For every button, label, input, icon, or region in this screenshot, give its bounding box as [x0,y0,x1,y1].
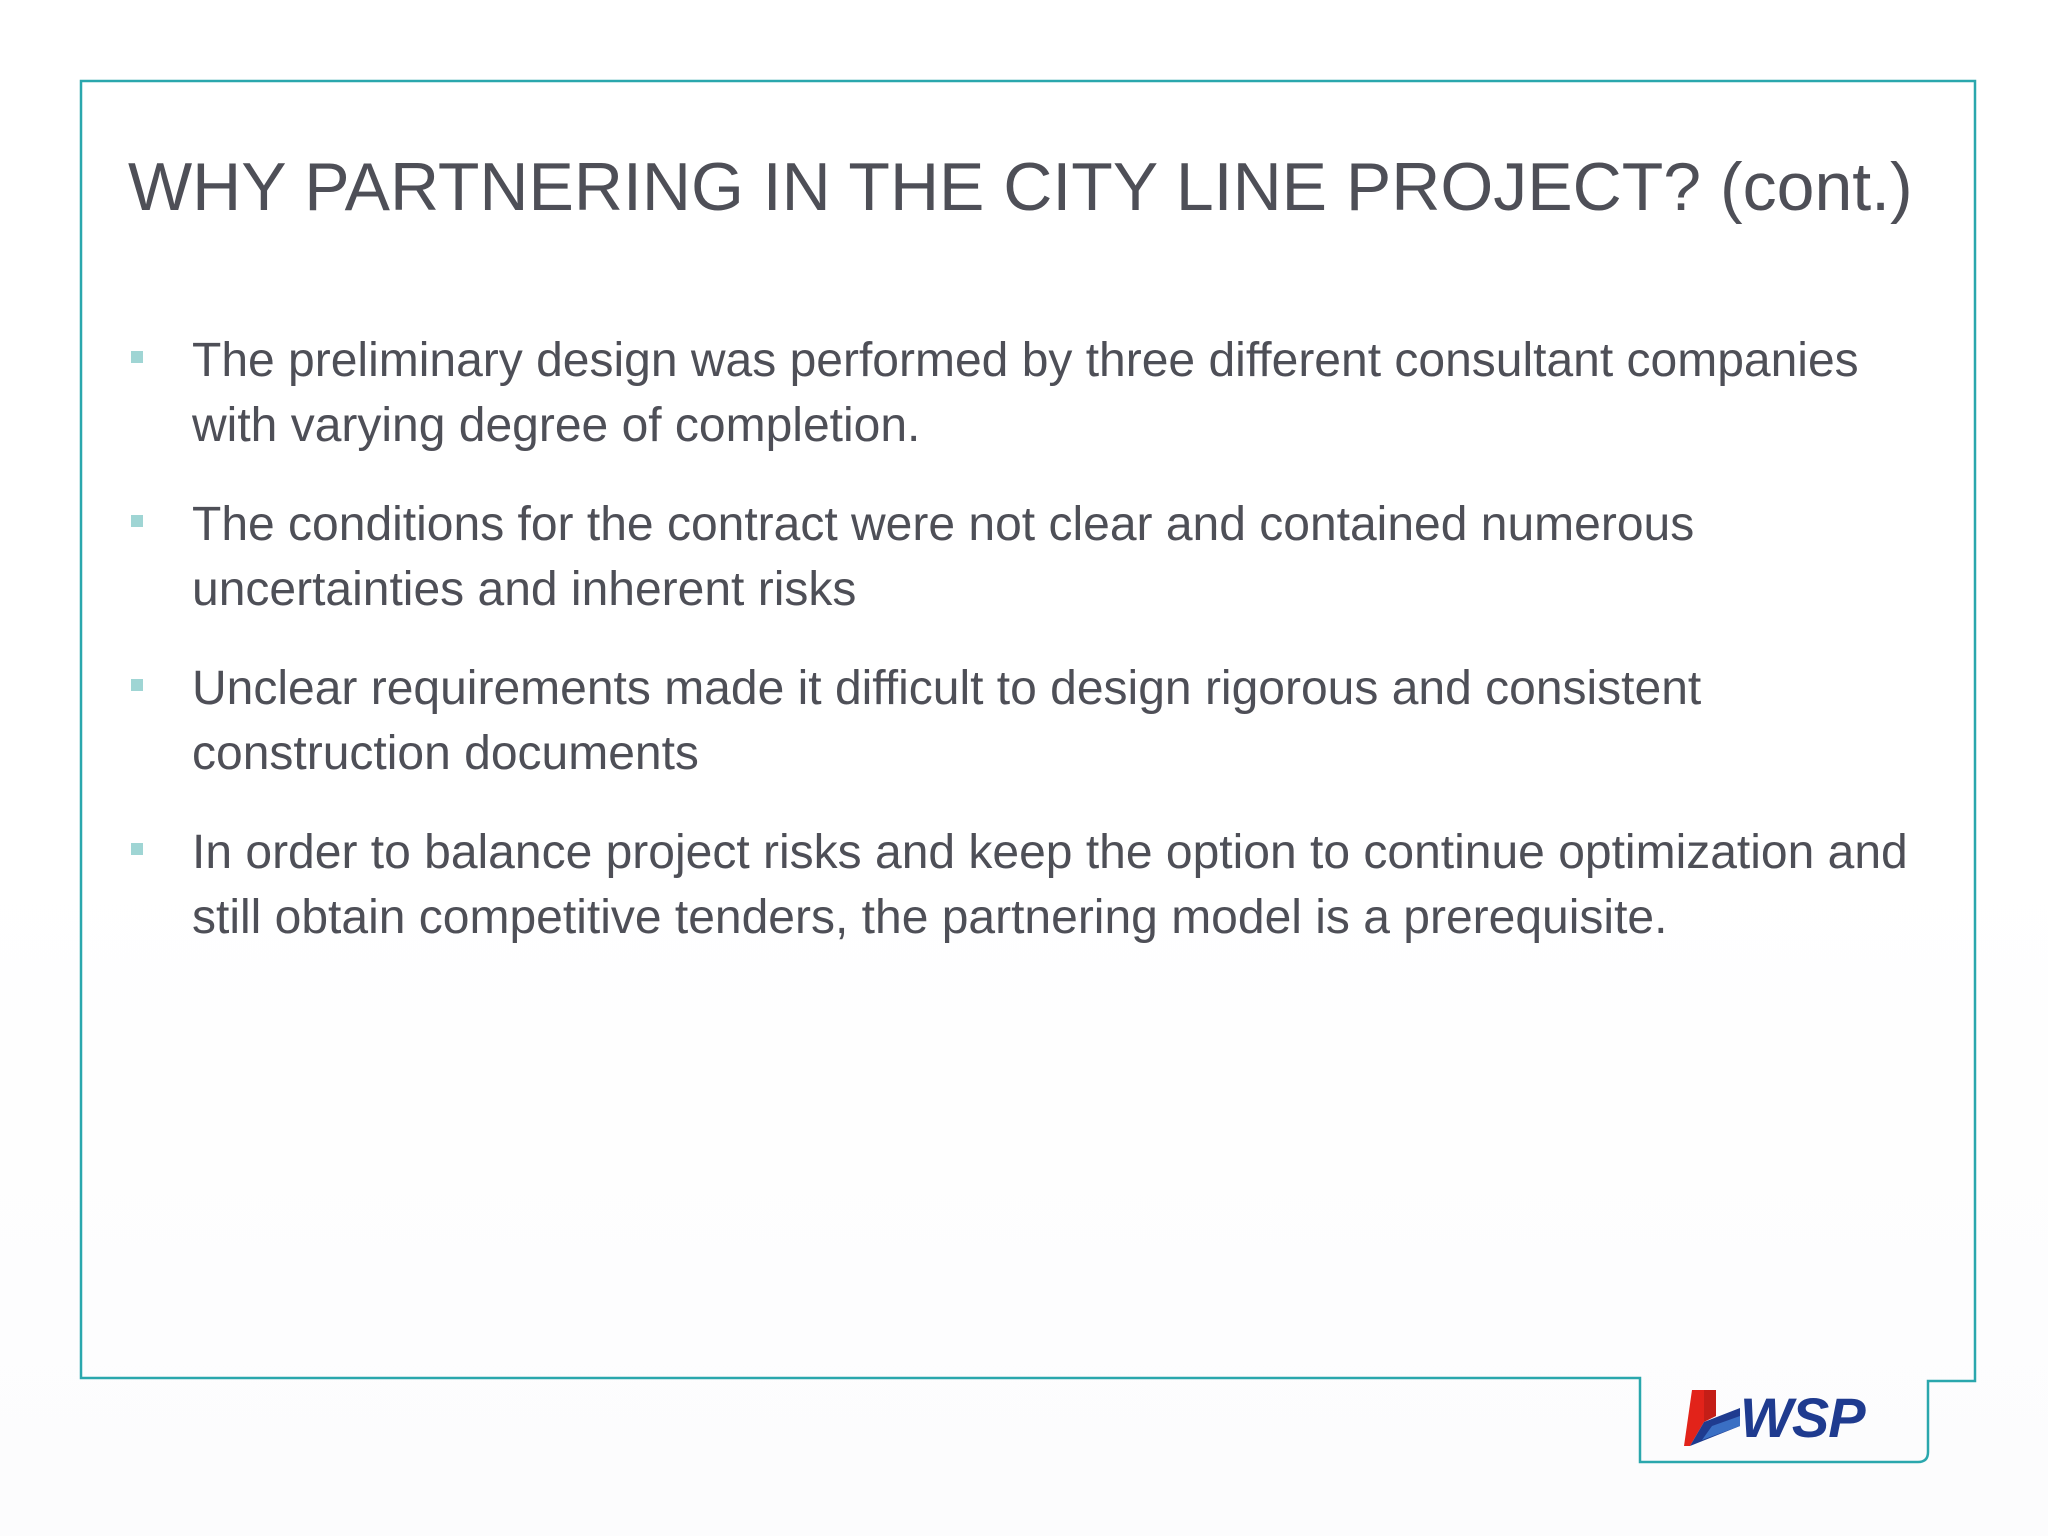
square-bullet-icon [131,351,143,363]
bullet-item [128,820,1948,950]
bullet-item [128,656,1948,786]
bullet-text: The conditions for the contract were not clear and contained numerous uncertainties and inherent risks [192,498,1695,616]
bullet-text: The preliminary design was performed by three different consultant companies with varying degree of completion. [192,334,1859,452]
square-bullet-icon [131,679,143,691]
bullet-text: Unclear requirements made it difficult to design rigorous and consistent construction documents [192,662,1702,780]
bullet-item [128,328,1948,458]
logo-text: WSP [1740,1386,1865,1449]
wsp-logo [1682,1384,1882,1452]
bullet-list [128,328,1948,984]
slide-title: WHY PARTNERING IN THE CITY LINE PROJECT? (cont.) [128,149,1913,225]
bullet-item [128,492,1948,622]
square-bullet-icon [131,843,143,855]
wsp-flag-icon [1682,1386,1744,1452]
square-bullet-icon [131,515,143,527]
bullet-text: In order to balance project risks and keep the option to continue optimization and still obtain competitive tenders, the partnering model is a prerequisite. [192,826,1908,944]
